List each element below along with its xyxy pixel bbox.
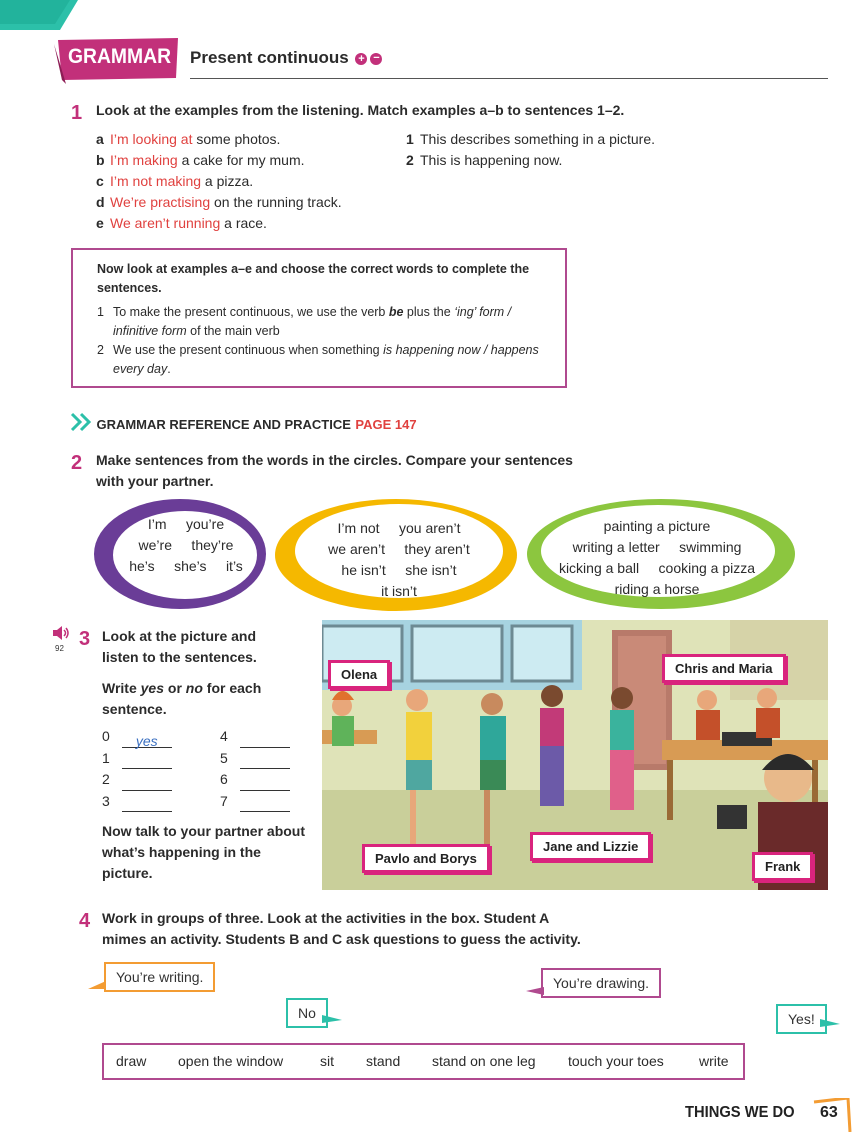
double-chevron-icon	[70, 412, 92, 437]
answer-row: 7	[220, 791, 310, 813]
label-jane-and-lizzie: Jane and Lizzie	[530, 832, 651, 861]
word-circle-subjects	[93, 498, 268, 610]
circle-line: we aren’t they aren’t	[328, 541, 470, 557]
exercise-number: 3	[79, 628, 91, 650]
example-item: a I’m looking at some photos.	[96, 131, 281, 147]
activity-word: stand on one leg	[432, 1053, 536, 1069]
grammar-label: GRAMMAR	[68, 45, 172, 68]
exercise-number: 2	[71, 452, 83, 474]
circle-line: riding a horse	[614, 581, 700, 597]
example-item: e We aren’t running a race.	[96, 215, 267, 231]
bubble-tail	[88, 978, 106, 996]
circle-line: painting a picture	[603, 518, 711, 534]
answer-list-right	[220, 726, 310, 812]
rule-item: 2 We use the present continuous when something is happening now / happens every day.	[97, 343, 539, 376]
plus-icon: +	[355, 53, 367, 65]
rule-item: 1 To make the present continuous, we use the verb be plus the ‘ing’ form / infinitive form of the main verb	[97, 305, 512, 338]
answer-blank[interactable]	[122, 777, 172, 791]
sentence-item: 2 This is happening now.	[406, 152, 563, 168]
example-item: d We’re practising on the running track.	[96, 194, 342, 210]
answer-row: 6	[220, 769, 310, 791]
activity-word: draw	[116, 1053, 147, 1069]
ex1-examples	[96, 129, 396, 234]
circle-line: I’m not you aren’t	[337, 520, 461, 536]
exercise-1-instruction: Look at the examples from the listening. Match examples a–b to sentences 1–2.	[96, 102, 625, 118]
exercise-number: 1	[71, 102, 83, 124]
answer-list-left	[102, 726, 192, 812]
answer-row: 4	[220, 726, 310, 748]
exercise-number: 4	[79, 910, 91, 932]
audio-track-number: 92	[55, 644, 64, 653]
bubble-tail	[820, 1016, 840, 1034]
answer-row: 5	[220, 748, 310, 770]
answer-blank[interactable]	[240, 755, 290, 769]
grammar-reference-link[interactable]: GRAMMAR REFERENCE AND PRACTICE PAGE 147	[70, 412, 417, 434]
label-frank: Frank	[752, 852, 813, 881]
circle-line: it isn’t	[381, 583, 417, 599]
circle-line: I’m you’re	[147, 516, 225, 532]
talk-instruction: Now talk to your partner about what’s happening in the picture.	[102, 823, 306, 881]
exercise-2-instruction: Make sentences from the words in the circles. Compare your sentences with your partner.	[96, 452, 573, 489]
activity-word: write	[699, 1053, 729, 1069]
audio-button[interactable]	[52, 626, 72, 653]
corner-decoration	[0, 0, 80, 32]
word-circle-activities	[526, 498, 796, 610]
answer-row: 2	[102, 769, 192, 791]
sentence-item: 1 This describes something in a picture.	[406, 131, 655, 147]
answer-blank[interactable]	[122, 798, 172, 812]
circle-line: he isn’t she isn’t	[341, 562, 457, 578]
circle-line: he’s she’s it’s	[129, 558, 243, 574]
answer-row: 3	[102, 791, 192, 813]
speaker-icon	[52, 627, 70, 644]
bubble-tail	[526, 984, 544, 1002]
activity-word: open the window	[178, 1053, 284, 1069]
unit-title: THINGS WE DO	[685, 1104, 795, 1121]
rule-box-heading: Now look at examples a–e and choose the correct words to complete the sentences.	[97, 262, 530, 295]
speech-bubble-drawing: You’re drawing.	[541, 968, 661, 998]
answer-blank[interactable]	[240, 777, 290, 791]
answer-blank[interactable]	[122, 755, 172, 769]
word-circle-negatives	[274, 498, 519, 612]
activities-box	[102, 1043, 745, 1080]
speech-bubble-no: No	[286, 998, 328, 1028]
label-chris-and-maria: Chris and Maria	[662, 654, 786, 683]
label-olena: Olena	[328, 660, 390, 689]
example-item: c I’m not making a pizza.	[96, 173, 254, 189]
label-pavlo-and-borys: Pavlo and Borys	[362, 844, 490, 873]
answer-row: 0 yes	[102, 726, 192, 748]
circle-line: writing a letter swimming	[572, 539, 742, 555]
activity-word: touch your toes	[568, 1053, 664, 1069]
circle-line: kicking a ball cooking a pizza	[558, 560, 756, 576]
write-instruction: Write yes or no for each sentence.	[102, 680, 262, 717]
answer-row: 1	[102, 748, 192, 770]
page-number-tab	[812, 1098, 852, 1132]
bubble-tail	[322, 1012, 342, 1030]
page-title: Present continuous + −	[190, 48, 382, 68]
example-item: b I’m making a cake for my mum.	[96, 152, 305, 168]
ex1-sentences	[406, 129, 706, 171]
speech-bubble-writing: You’re writing.	[104, 962, 215, 992]
minus-icon: −	[370, 53, 382, 65]
header-rule	[190, 78, 828, 79]
answer-blank[interactable]	[240, 798, 290, 812]
page-number: 63	[820, 1104, 838, 1121]
activity-word: stand	[366, 1053, 401, 1069]
exercise-3-instruction: Look at the picture and listen to the sentences.	[102, 628, 257, 665]
speech-bubble-yes: Yes!	[776, 1004, 827, 1034]
answer-blank[interactable]	[240, 734, 290, 748]
circle-line: we’re they’re	[138, 537, 234, 553]
activity-word: sit	[320, 1053, 334, 1069]
exercise-4-instruction: Work in groups of three. Look at the activities in the box. Student A mimes an activity. Students B and C ask questions to guess the activity.	[102, 910, 581, 947]
rule-box	[71, 248, 567, 388]
classroom-illustration	[322, 620, 828, 890]
answer-blank[interactable]: yes	[122, 734, 172, 748]
grammar-section-tag	[52, 38, 182, 84]
